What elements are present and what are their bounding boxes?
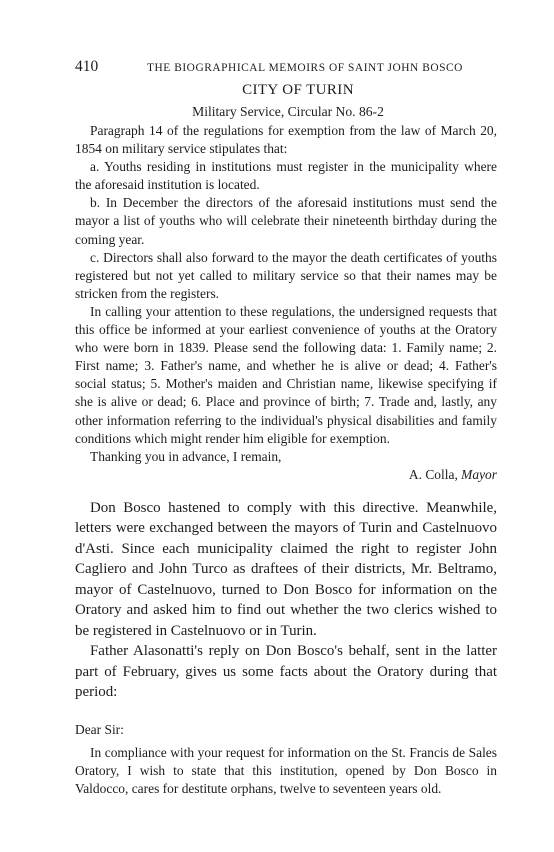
circular-intro: Paragraph 14 of the regulations for exemption from the law of March 20, 1854 on military service stipulates that:	[75, 123, 497, 157]
running-head	[75, 58, 497, 78]
circular-item-b: b. In December the directors of the aforesaid institutions must send the mayor a list of youths who will celebrate their nineteenth birthday during the coming year.	[75, 195, 497, 247]
narrative-body	[75, 498, 497, 703]
letter-body: In compliance with your request for information on the St. Francis de Sales Oratory, I wish to state that this institution, opened by Don Bosco in Valdocco, cares for destitute orphans, twelve to seventeen years old.	[75, 744, 497, 796]
circular-signature	[75, 466, 497, 484]
circular-item-a: a. Youths residing in institutions must register in the municipality where the aforesaid institution is located.	[75, 159, 497, 193]
running-title: THE BIOGRAPHICAL MEMOIRS OF SAINT JOHN BOSCO	[147, 62, 463, 74]
signature-name: A. Colla,	[408, 466, 458, 482]
circular-item-c: c. Directors shall also forward to the mayor the death certificates of youths registered but not yet called to military service so that their names may be stricken from the registers.	[75, 249, 497, 301]
page-number: 410	[75, 58, 99, 75]
book-page	[75, 58, 497, 798]
circular-body	[75, 122, 497, 466]
letter-salutation: Dear Sir:	[75, 722, 124, 738]
circular-closing: Thanking you in advance, I remain,	[90, 448, 282, 464]
narrative-paragraph-1: Don Bosco hastened to comply with this directive. Meanwhile, letters were exchanged between the mayors of Turin and Castelnuovo d'Asti. Since each municipality claimed the right to register John Cagliero and John Turco as draftees of their districts, Mr. Beltramo, mayor of Castelnuovo, turned to Don Bosco for information on the Oratory and asked him to find out whether the two clerics wished to be registered in Castelnuovo or in Turin.	[75, 499, 497, 639]
circular-request: In calling your attention to these regulations, the undersigned requests that this office be informed at your earliest convenience of youths at the Oratory who were born in 1839. Please send the following data: 1. Family name; 2. First name; 3. Father's name, and whether he is alive or dead; 4. Father's social status; 5. Mother's maiden and Christian name, likewise specifying if she is alive or dead; 6. Place and province of birth; 7. Trade and, lastly, any other information referring to the individual's physical disabilities and family conditions which might render him eligible for exemption.	[75, 303, 497, 446]
circular-heading: CITY OF TURIN	[242, 82, 354, 98]
narrative-paragraph-2: Father Alasonatti's reply on Don Bosco's behalf, sent in the latter part of February, gives us some facts about the Oratory during that period:	[75, 643, 497, 700]
signature-role: Mayor	[461, 466, 497, 482]
circular-subheading: Military Service, Circular No. 86-2	[192, 104, 384, 119]
